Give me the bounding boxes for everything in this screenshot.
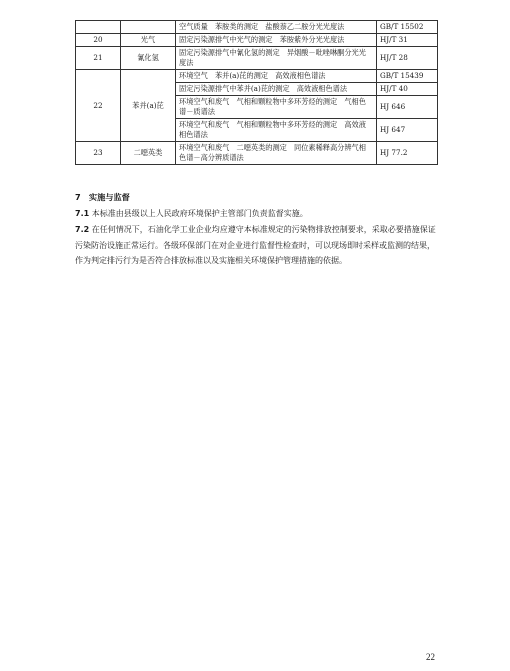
standard-code: HJ 77.2 [377,142,438,165]
method-name: 环境空气 苯并(a)芘的测定 高效液相色谱法 [176,70,377,83]
analysis-method-table [75,20,438,165]
standard-code: HJ/T 40 [377,83,438,96]
table-row [76,34,438,47]
clause-number: 7.1 [75,209,90,218]
standard-code: GB/T 15439 [377,70,438,83]
method-name: 空气质量 苯胺类的测定 盐酸萘乙二胺分光光度法 [176,21,377,34]
row-number: 20 [76,34,121,47]
table-row [76,70,438,83]
row-number [76,21,121,34]
row-number: 23 [76,142,121,165]
pollutant-item [121,21,176,34]
method-name: 环境空气和废气 气相和颗粒物中多环芳烃的测定 气相色谱－质谱法 [176,96,377,119]
row-number: 21 [76,47,121,70]
standard-code: HJ/T 28 [377,47,438,70]
method-name: 固定污染源排气中苯并(a)芘的测定 高效液相色谱法 [176,83,377,96]
table-row [76,47,438,70]
method-name: 固定污染源排气中氰化氢的测定 异烟酸－吡唑啉酮分光光度法 [176,47,377,70]
clause-number: 7.2 [75,225,90,234]
row-number: 22 [76,70,121,142]
method-name: 环境空气和废气 气相和颗粒物中多环芳烃的测定 高效液相色谱法 [176,119,377,142]
pollutant-item: 苯并(a)芘 [121,70,176,142]
clause-text: 本标准由县级以上人民政府环境保护主管部门负责监督实施。 [91,209,308,218]
table-row [76,142,438,165]
page-number: 22 [426,652,435,662]
pollutant-item: 光气 [121,34,176,47]
method-name: 固定污染源排气中光气的测定 苯胺紫外分光光度法 [176,34,377,47]
standard-code: GB/T 15502 [377,21,438,34]
section-heading: 7 实施与监督 [75,192,130,202]
table-row [76,21,438,34]
standard-code: HJ/T 31 [377,34,438,47]
standard-code: HJ 646 [377,96,438,119]
paragraph-7-2 [75,222,440,269]
clause-text: 在任何情况下，石油化学工业企业均应遵守本标准规定的污染物排放控制要求，采取必要措施保证污染防治设施正常运行。各级环保部门在对企业进行监督性检查时，可以现场即时采样或监测的结果，作为判定排污行为是否符合排放标准以及实施相关环境保护管理措施的依据。 [75,225,436,265]
pollutant-item: 氰化氢 [121,47,176,70]
pollutant-item: 二噁英类 [121,142,176,165]
paragraph-7-1 [75,206,440,222]
method-name: 环境空气和废气 二噁英类的测定 同位素稀释高分辨气相色谱－高分辨质谱法 [176,142,377,165]
standard-code: HJ 647 [377,119,438,142]
